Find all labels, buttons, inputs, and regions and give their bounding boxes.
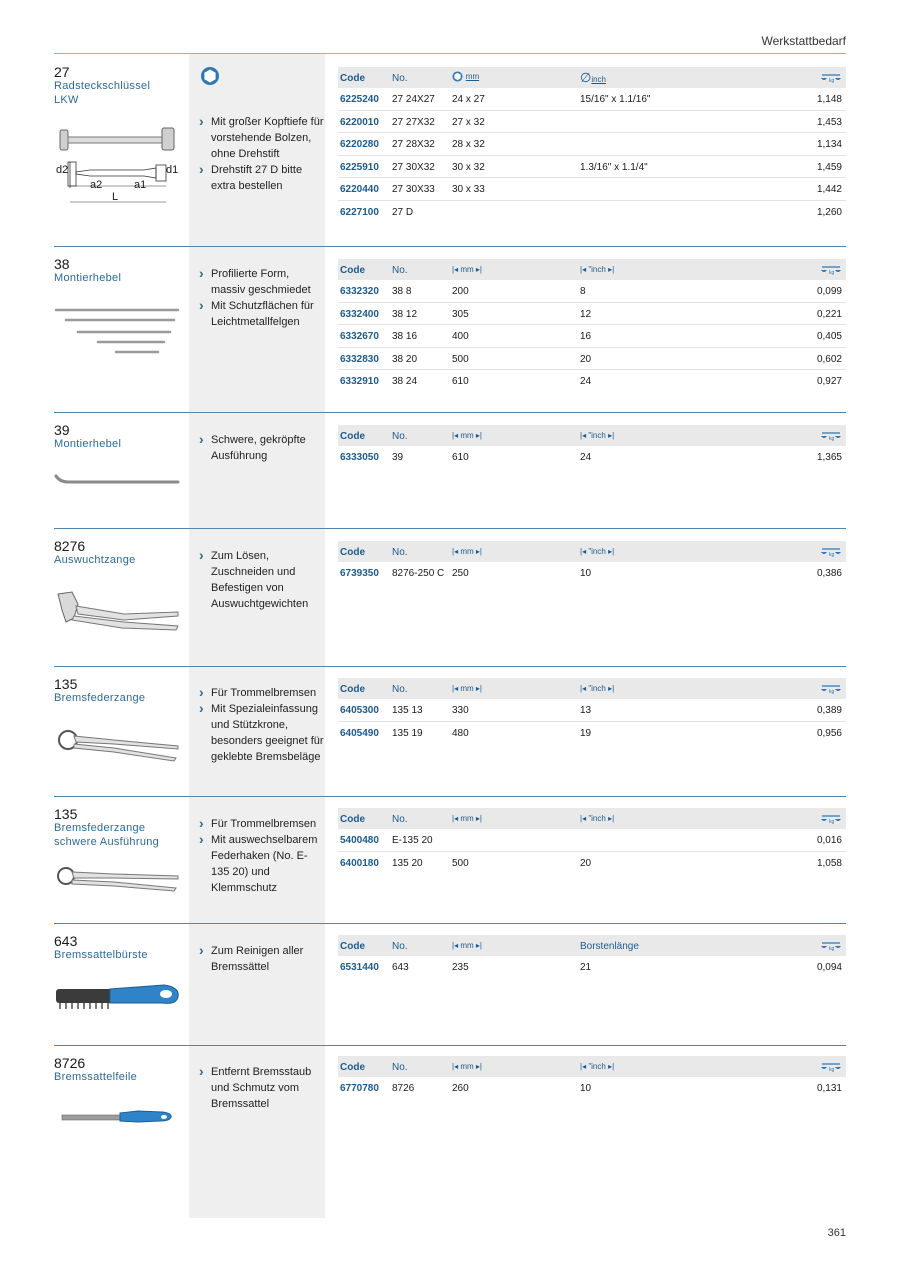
product-section-8726 xyxy=(54,1045,846,1218)
table-row: 6227100 27 D 1,260 xyxy=(340,206,842,218)
svg-text:kg: kg xyxy=(829,946,835,951)
length-inch-icon: |◂ "inch ▸| xyxy=(580,265,615,274)
table-row: 6400180 135 20 500 20 1,058 xyxy=(340,857,842,869)
feature-item: › Mit auswechselbarem Federhaken (No. E-135 20) und Klemmschutz xyxy=(199,832,325,896)
section-divider xyxy=(54,796,846,797)
feature-list xyxy=(199,114,325,194)
col-weight-header xyxy=(820,72,842,86)
table-row: 6220010 27 27X32 27 x 32 1,453 xyxy=(338,111,846,134)
length-mm-icon: |◂ mm ▸| xyxy=(452,814,482,823)
product-number: 135 xyxy=(54,806,78,822)
length-inch-icon: |◂ "inch ▸| xyxy=(580,547,615,556)
svg-text:kg: kg xyxy=(829,78,835,83)
table-row: 6332830 38 20 500 20 0,602 xyxy=(338,348,846,371)
diameter-icon: ∅ xyxy=(580,70,592,85)
product-name: Montierhebel xyxy=(54,438,122,450)
length-inch-icon: |◂ "inch ▸| xyxy=(580,684,615,693)
scale-weight-icon xyxy=(820,264,842,275)
table-header-row: Code No. |◂ mm ▸| |◂ "inch ▸| kg xyxy=(338,1056,846,1077)
spec-table xyxy=(338,935,846,978)
spec-table xyxy=(338,259,846,392)
product-number: 38 xyxy=(54,256,70,272)
scale-weight-icon xyxy=(820,430,842,441)
table-row: 6405300 135 13 330 13 0,389 xyxy=(338,699,846,722)
table-row: 6220440 27 30X33 30 x 33 1,442 xyxy=(338,178,846,201)
feature-item: › Zum Reinigen aller Bremssättel xyxy=(199,943,325,975)
feature-list xyxy=(199,1064,325,1112)
section-divider xyxy=(54,666,846,667)
scale-weight-icon xyxy=(820,813,842,824)
page-number: 361 xyxy=(827,1227,846,1239)
table-header-row: Code No. |◂ mm ▸| |◂ "inch ▸| kg xyxy=(338,808,846,829)
product-number: 8276 xyxy=(54,538,86,554)
tire-lever-set-illustration xyxy=(54,304,184,362)
scale-weight-icon xyxy=(820,1061,842,1072)
table-header-row: Code No. |◂ mm ▸| |◂ "inch ▸| kg xyxy=(338,259,846,280)
dim-label-L: L xyxy=(112,191,119,203)
table-row: 6220280 27 28X32 28 x 32 1,134 xyxy=(338,133,846,156)
product-section-135 xyxy=(54,666,846,796)
table-row: 6405490 135 19 480 19 0,956 xyxy=(340,727,842,739)
svg-text:kg: kg xyxy=(829,552,835,557)
product-section-135-heavy xyxy=(54,796,846,923)
feature-item: › Zum Lösen, Zuschneiden und Befestigen von Auswuchtgewichten xyxy=(199,548,325,612)
feature-item: › Mit Schutzflächen für Leichtmetallfelgen xyxy=(199,298,325,330)
product-section-8276 xyxy=(54,528,846,666)
feature-list xyxy=(199,548,325,612)
table-row: 6225240 27 24X27 24 x 27 15/16" x 1.1/16" 1,148 xyxy=(338,88,846,111)
product-number: 643 xyxy=(54,933,78,949)
dim-label-d1: d1 xyxy=(166,164,179,176)
col-dia-inch-header: ∅inch xyxy=(580,70,607,85)
scale-weight-icon xyxy=(820,546,842,557)
brake-caliper-file-illustration xyxy=(54,1107,184,1127)
spec-table xyxy=(338,425,846,468)
product-section-38 xyxy=(54,246,846,412)
length-inch-icon: |◂ "inch ▸| xyxy=(580,1062,615,1071)
table-row: 6332670 38 16 400 16 0,405 xyxy=(338,325,846,348)
section-divider xyxy=(54,246,846,247)
product-name: Bremssattelbürste xyxy=(54,949,148,961)
feature-list xyxy=(199,943,325,975)
dim-label-a1: a1 xyxy=(134,179,147,191)
length-mm-icon: |◂ mm ▸| xyxy=(452,941,482,950)
feature-item: › Profilierte Form, massiv geschmiedet xyxy=(199,266,325,298)
svg-text:kg: kg xyxy=(829,1067,835,1072)
table-header-row: Code No. |◂ mm ▸| |◂ "inch ▸| kg xyxy=(338,425,846,446)
feature-list xyxy=(199,432,325,464)
table-row: 5400480 E-135 20 0,016 xyxy=(338,829,846,852)
hex-socket-icon xyxy=(200,66,220,86)
length-mm-icon: |◂ mm ▸| xyxy=(452,547,482,556)
scale-weight-icon xyxy=(820,72,842,83)
brake-caliper-brush-illustration xyxy=(54,981,184,1013)
scale-weight-icon xyxy=(820,683,842,694)
product-name: Bremssattelfeile xyxy=(54,1071,138,1083)
svg-text:kg: kg xyxy=(829,270,835,275)
scale-weight-icon xyxy=(820,940,842,951)
feature-item: › Mit großer Kopftiefe für vorstehende Bolzen, ohne Drehstift xyxy=(199,114,325,162)
section-divider xyxy=(54,412,846,413)
feature-list xyxy=(199,685,325,765)
feature-item: › Mit Spezialeinfassung und Stützkrone, besonders geeignet für geklebte Bremsbeläge xyxy=(199,701,325,765)
spec-table xyxy=(338,67,846,222)
table-row: 6225910 27 30X32 30 x 32 1.3/16" x 1.1/4" 1,459 xyxy=(338,156,846,179)
product-number: 135 xyxy=(54,676,78,692)
length-mm-icon: |◂ mm ▸| xyxy=(452,684,482,693)
product-number: 8726 xyxy=(54,1055,86,1071)
feature-item: › Für Trommelbremsen xyxy=(199,685,325,701)
svg-text:kg: kg xyxy=(829,436,835,441)
product-name: Auswuchtzange xyxy=(54,554,136,566)
spec-table xyxy=(338,541,846,584)
svg-text:kg: kg xyxy=(829,819,835,824)
table-row: 6333050 39 610 24 1,365 xyxy=(340,452,842,463)
length-mm-icon: |◂ mm ▸| xyxy=(452,431,482,440)
dim-label-d2: d2 xyxy=(56,164,69,176)
table-header-row xyxy=(338,67,846,88)
feature-item: › Für Trommelbremsen xyxy=(199,816,325,832)
table-row: 6332400 38 12 305 12 0,221 xyxy=(338,303,846,326)
tire-lever-illustration xyxy=(54,472,184,492)
table-header-row: Code No. |◂ mm ▸| Borstenlänge kg xyxy=(338,935,846,956)
table-row: 6332910 38 24 610 24 0,927 xyxy=(340,376,842,387)
product-number: 27 xyxy=(54,64,70,80)
spec-table xyxy=(338,678,846,743)
section-divider xyxy=(54,528,846,529)
feature-list xyxy=(199,816,325,896)
length-mm-icon: |◂ mm ▸| xyxy=(452,1062,482,1071)
product-name: Bremsfederzange xyxy=(54,692,146,704)
table-row: 6770780 8726 260 10 0,131 xyxy=(340,1083,842,1094)
product-name: Bremsfederzange schwere Ausführung xyxy=(54,822,160,848)
feature-item: › Schwere, gekröpfte Ausführung xyxy=(199,432,325,464)
product-name: Montierhebel xyxy=(54,272,122,284)
table-row: 6332320 38 8 200 8 0,099 xyxy=(338,280,846,303)
section-divider xyxy=(54,1045,846,1046)
brake-spring-pliers-illustration xyxy=(54,726,184,766)
heavy-brake-spring-pliers-illustration xyxy=(54,864,184,896)
feature-list xyxy=(199,266,325,330)
col-hex-mm-header: mm xyxy=(452,71,479,82)
table-row: 6739350 8276-250 C 250 10 0,386 xyxy=(340,568,842,579)
balancing-pliers-illustration xyxy=(54,588,184,638)
product-name: Radsteckschlüssel LKW xyxy=(54,80,151,106)
dim-label-a2: a2 xyxy=(90,179,103,191)
product-section-39 xyxy=(54,412,846,528)
hex-mm-icon xyxy=(452,71,463,82)
table-header-row: Code No. |◂ mm ▸| |◂ "inch ▸| kg xyxy=(338,541,846,562)
length-inch-icon: |◂ "inch ▸| xyxy=(580,431,615,440)
product-number: 39 xyxy=(54,422,70,438)
length-inch-icon: |◂ "inch ▸| xyxy=(580,814,615,823)
col-code-header: Code xyxy=(340,73,365,84)
wheel-wrench-illustration xyxy=(54,122,184,212)
feature-item: › Drehstift 27 D bitte extra bestellen xyxy=(199,162,325,194)
table-header-row: Code No. |◂ mm ▸| |◂ "inch ▸| kg xyxy=(338,678,846,699)
product-section-643 xyxy=(54,923,846,1045)
feature-item: › Entfernt Bremsstaub und Schmutz vom Bremssattel xyxy=(199,1064,325,1112)
spec-table xyxy=(338,808,846,873)
product-section-27 xyxy=(54,54,846,246)
svg-text:kg: kg xyxy=(829,689,835,694)
length-mm-icon: |◂ mm ▸| xyxy=(452,265,482,274)
section-divider xyxy=(54,923,846,924)
spec-table xyxy=(338,1056,846,1099)
page-header-title: Werkstattbedarf xyxy=(761,34,846,48)
table-row: 6531440 643 235 21 0,094 xyxy=(340,962,842,973)
col-bristle-length-header: Borstenlänge xyxy=(580,941,639,952)
col-no-header: No. xyxy=(392,73,408,84)
